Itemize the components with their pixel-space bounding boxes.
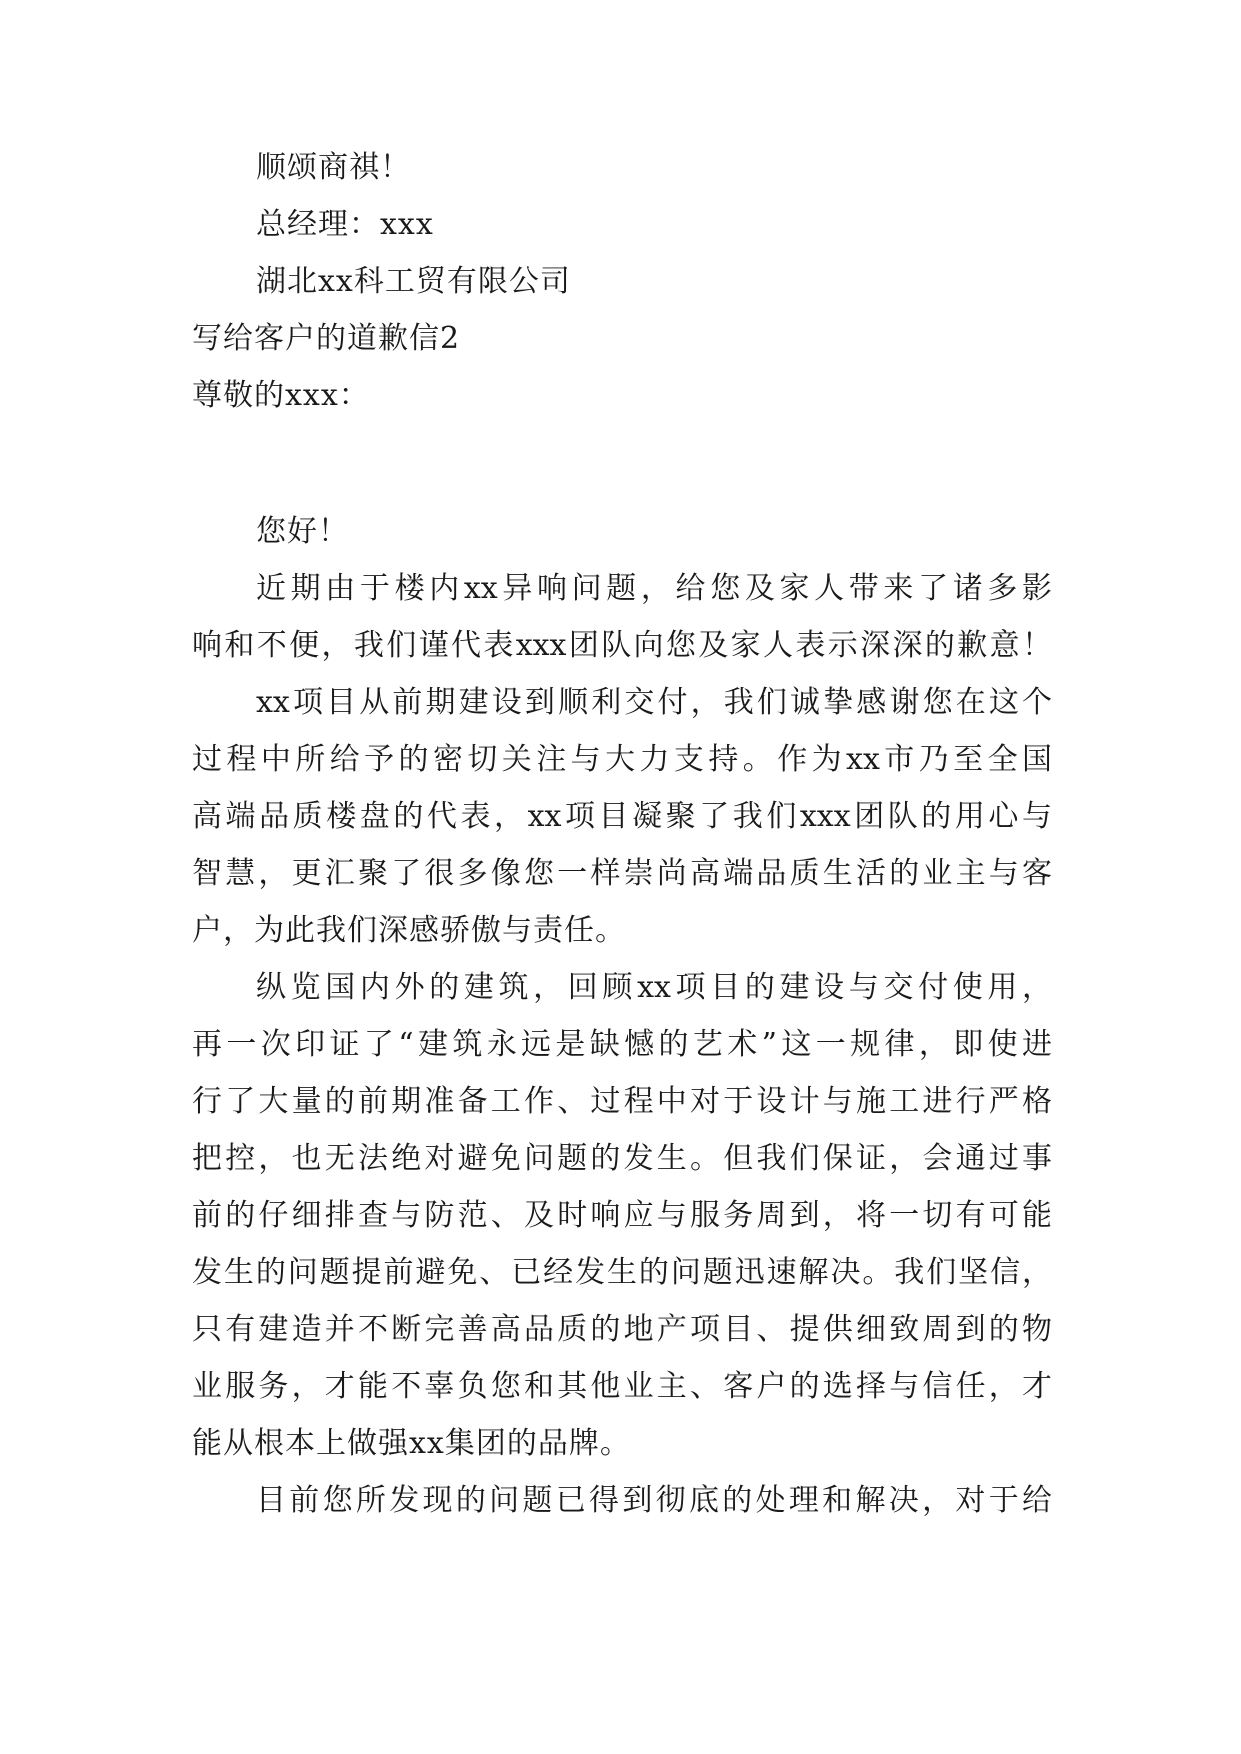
body-line: 发生的问题提前避免、已经发生的问题迅速解决。我们坚信， (192, 1255, 1052, 1290)
closing-signer: 总经理：xxx (256, 207, 434, 242)
body-line: 前的仔细排查与防范、及时响应与服务周到，将一切有可能 (192, 1198, 1052, 1233)
body-line: 能从根本上做强xx集团的品牌。 (192, 1426, 631, 1461)
letter-hello: 您好！ (256, 514, 349, 549)
body-line: 近期由于楼内xx异响问题，给您及家人带来了诸多影 (256, 571, 1052, 606)
closing-company: 湖北xx科工贸有限公司 (256, 264, 571, 299)
body-line: 高端品质楼盘的代表，xx项目凝聚了我们xxx团队的用心与 (192, 799, 1052, 834)
body-line: 把控，也无法绝对避免问题的发生。但我们保证，会通过事 (192, 1141, 1052, 1176)
body-line: 过程中所给予的密切关注与大力支持。作为xx市乃至全国 (192, 742, 1052, 777)
body-line: 行了大量的前期准备工作、过程中对于设计与施工进行严格 (192, 1084, 1052, 1119)
body-line: 业服务，才能不辜负您和其他业主、客户的选择与信任，才 (192, 1369, 1052, 1404)
body-line: 智慧，更汇聚了很多像您一样崇尚高端品质生活的业主与客 (192, 856, 1052, 891)
body-line: xx项目从前期建设到顺利交付，我们诚挚感谢您在这个 (256, 685, 1052, 720)
body-line: 响和不便，我们谨代表xxx团队向您及家人表示深深的歉意！ (192, 628, 1052, 663)
letter-greeting: 尊敬的xxx： (192, 378, 370, 413)
body-line: 户，为此我们深感骄傲与责任。 (192, 913, 626, 948)
body-line: 目前您所发现的问题已得到彻底的处理和解决，对于给 (256, 1483, 1052, 1518)
letter-title: 写给客户的道歉信2 (192, 321, 461, 356)
body-line: 纵览国内外的建筑，回顾xx项目的建设与交付使用， (256, 970, 1052, 1005)
closing-salutation: 顺颂商祺！ (256, 150, 411, 185)
body-line: 只有建造并不断完善高品质的地产项目、提供细致周到的物 (192, 1312, 1052, 1347)
body-line: 再一次印证了“建筑永远是缺憾的艺术”这一规律，即使进 (192, 1027, 1052, 1062)
